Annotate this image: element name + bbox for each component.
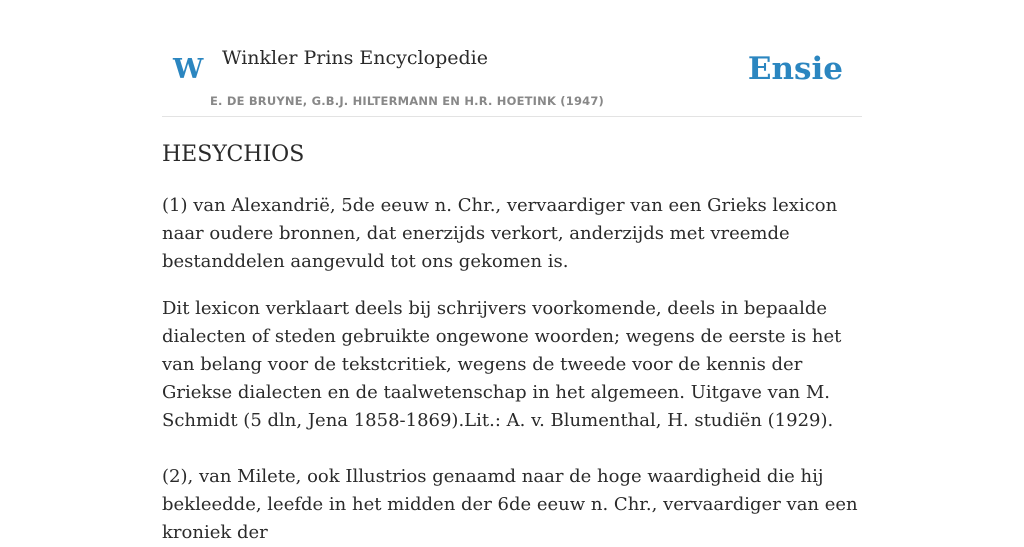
article-paragraph: (2), van Milete, ook Illustrios genaamd naar de hoge waardigheid die hij bekleedde, leefde in het midden der 6de eeuw n. Chr., vervaardiger van een kroniek der — [162, 466, 858, 543]
winkler-prins-logo[interactable]: W — [173, 54, 204, 85]
source-title[interactable]: Winkler Prins Encyclopedie — [222, 47, 488, 69]
article-paragraph: Dit lexicon verklaart deels bij schrijvers voorkomende, deels in bepaalde dialecten of steden gebruikte ongewone woorden; wegens de eerste is het van belang voor de tekstcritiek, wegens de tweede voor de kennis der Griekse dialecten en de taalwetenschap in het algemeen. Uitgave van M. Schmidt (5 dln, Jena 1858-1869).Lit.: A. v. Blumenthal, H. studiën (1929). — [162, 298, 842, 431]
article-paragraph: (1) van Alexandrië, 5de eeuw n. Chr., vervaardiger van een Grieks lexicon naar oudere bronnen, dat enerzijds verkort, anderzijds met vreemde bestanddelen aangevuld tot ons gekomen is. — [162, 195, 838, 272]
article — [162, 137, 868, 547]
article-title: HESYCHIOS — [162, 142, 305, 167]
source-authors: E. DE BRUYNE, G.B.J. HILTERMANN EN H.R. HOETINK (1947) — [210, 94, 605, 108]
source-header — [162, 0, 862, 117]
ensie-logo-link[interactable]: Ensie — [747, 51, 843, 87]
